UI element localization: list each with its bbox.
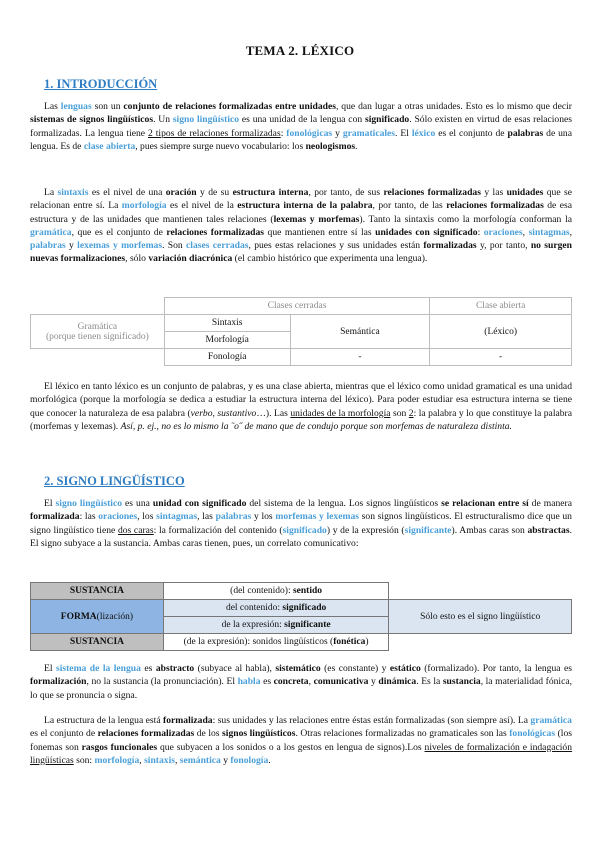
cell-dash-lexico: - bbox=[430, 349, 572, 366]
cell-signo-linguistico: Sólo esto es el signo lingüístico bbox=[389, 600, 572, 634]
sign-table bbox=[30, 582, 572, 651]
cell-sentido: (del contenido): sentido bbox=[163, 583, 389, 600]
classes-table bbox=[30, 297, 572, 366]
cell-dash-semantica: - bbox=[290, 349, 430, 366]
cell-significado: del contenido: significado bbox=[163, 600, 389, 617]
table-blank-bottom bbox=[389, 634, 572, 651]
cell-morfologia: Morfología bbox=[164, 332, 290, 349]
paragraph-sintaxis: La sintaxis es el nivel de una oración y de su estructura interna, por tanto, de sus relaciones formalizadas y las unidades que se relacionan entre sí. La morfología es el nivel de la estructura interna de la palabra, por tanto, de las relaciones formalizadas de esa estructura y de las unidades que mantienen tales relaciones (lexemas y morfemas). Tanto la sintaxis como la morfología conforman la gramática, que es el conjunto de relaciones formalizadas que mantienen entre sí las unidades con significado: oraciones, sintagmas, palabras y lexemas y morfemas. Son clases cerradas, pues estas relaciones y sus unidades están formalizadas y, por tanto, no surgen nuevas formalizaciones, sólo variación diacrónica (el cambio histórico que experimenta una lengua). bbox=[30, 187, 573, 265]
cell-semantica: Semántica bbox=[290, 315, 430, 349]
cell-fonologia: Fonología bbox=[164, 349, 290, 366]
paragraph-estructura: La estructura de la lengua está formalizada: sus unidades y las relaciones entre éstas están formalizadas (son siempre así). La gramática es el conjunto de relaciones formalizadas de los signos lingüísticos. Otras relaciones formalizadas no gramaticales son las fonológicas (los fonemas son rasgos funcionales que subyacen a los sonidos o a los gestos en lengua de signos).Los niveles de formalización e indagación lingüísticas son: morfología, sintaxis, semántica y fonología. bbox=[30, 715, 573, 766]
cell-fonetica: (de la expresión): sonidos lingüísticos (fonética) bbox=[163, 634, 389, 651]
cell-forma: FORMA(lización) bbox=[31, 600, 164, 634]
cell-lexico: (Léxico) bbox=[430, 315, 572, 349]
section-heading-introduccion: 1. INTRODUCCIÓN bbox=[44, 77, 158, 91]
paragraph-lexico: El léxico en tanto léxico es un conjunto de palabras, y es una clase abierta, mientras que el léxico como unidad gramatical es una unidad morfológica (porque la morfología se dedica a estudiar la estructura interna del léxico). Para poder estudiar esa estructura interna se tiene que conocer la naturaleza de esa palabra (verbo, sustantivo…). Las unidades de la morfología son 2: la palabra y lo que constituye la palabra (morfemas y lexemas). Así, p. ej., no es lo mismo la ˜o˝ de mano que de condujo porque son morfemas de naturaleza distinta. bbox=[30, 381, 572, 432]
table-blank-top bbox=[389, 583, 572, 600]
cell-gramatica: Gramática (porque tienen significado) bbox=[31, 315, 165, 349]
cell-sintaxis: Sintaxis bbox=[164, 315, 290, 332]
header-clase-abierta: Clase abierta bbox=[430, 298, 572, 315]
paragraph-sistema: El sistema de la lengua es abstracto (subyace al habla), sistemático (es constante) y estático (formalizado). Por tanto, la lengua es formalización, no la sustancia (la pronunciación). El habla es concreta, comunicativa y dinámica. Es la sustancia, la materialidad fónica, lo que se pronuncia o signa. bbox=[30, 663, 572, 701]
cell-significante: de la expresión: significante bbox=[163, 617, 389, 634]
cell-sustancia-expresion: SUSTANCIA bbox=[31, 634, 164, 651]
header-clases-cerradas: Clases cerradas bbox=[164, 298, 430, 315]
section-heading-signo: 2. SIGNO LINGÜÍSTICO bbox=[44, 474, 185, 488]
paragraph-signo: El signo lingüístico es una unidad con significado del sistema de la lengua. Los signos lingüísticos se relacionan entre sí de manera formalizada: las oraciones, los sintagmas, las palabras y los morfemas y lexemas son signos lingüísticos. El estructuralismo dice que un signo lingüístico tiene dos caras: la formalización del contenido (significado) y de la expresión (significante). Ambas caras son abstractas. El signo subyace a la sustancia. Ambas caras tienen, pues, un correlato comunicativo: bbox=[30, 498, 572, 549]
table-blank bbox=[31, 349, 165, 366]
table-corner bbox=[31, 298, 165, 315]
paragraph-lenguas: Las lenguas son un conjunto de relaciones formalizadas entre unidades, que dan lugar a otras unidades. Esto es lo mismo que decir sistemas de signos lingüísticos. Un signo lingüístico es una unidad de la lengua con significado. Sólo existen en virtud de esas relaciones formalizadas. La lengua tiene 2 tipos de relaciones formalizadas: fonológicas y gramaticales. El léxico es el conjunto de palabras de una lengua. Es de clase abierta, pues siempre surge nuevo vocabulario: los neologismos. bbox=[30, 101, 573, 152]
page-title: TEMA 2. LÉXICO bbox=[245, 43, 355, 58]
cell-sustancia-contenido: SUSTANCIA bbox=[31, 583, 164, 600]
